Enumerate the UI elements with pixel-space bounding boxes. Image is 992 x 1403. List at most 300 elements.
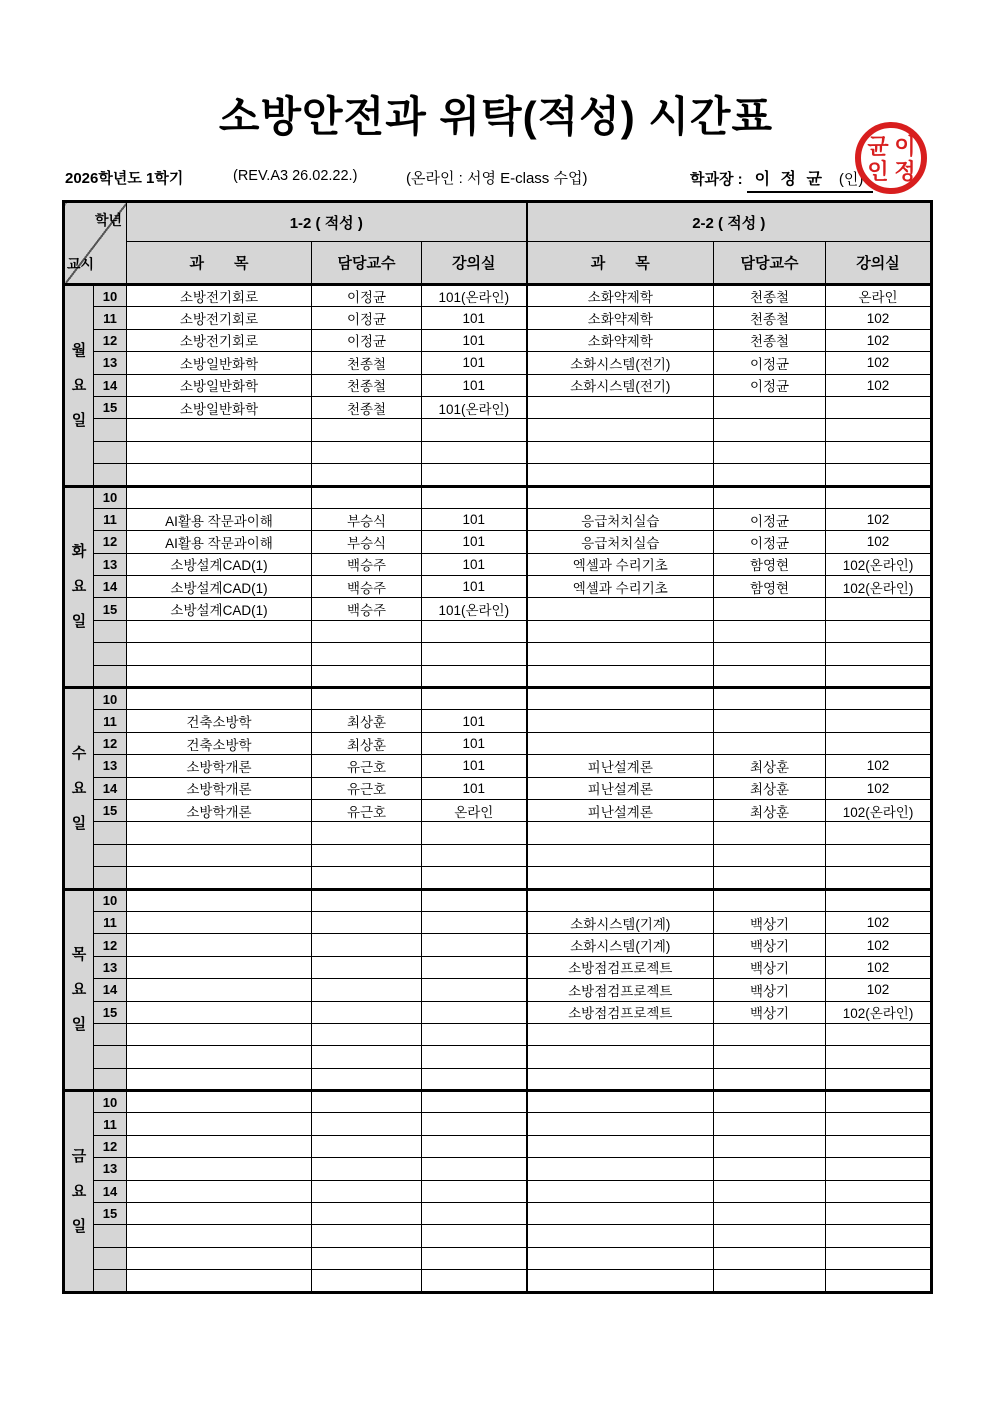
table-row: [64, 329, 932, 351]
room-cell: 101: [422, 576, 527, 598]
table-row: [64, 285, 932, 307]
room-cell: 101: [422, 374, 527, 396]
professor-cell: [714, 1158, 826, 1180]
professor-cell: [312, 1203, 422, 1225]
room-cell: [826, 844, 932, 866]
professor-cell: 최상훈: [714, 799, 826, 821]
professor-cell: [714, 598, 826, 620]
timetable-body: [64, 285, 932, 1293]
period-cell: 14: [94, 979, 127, 1001]
room-cell: [826, 1135, 932, 1157]
subject-cell: [127, 1270, 312, 1292]
subject-cell: [527, 732, 714, 754]
subject-cell: [127, 464, 312, 486]
room-cell: [422, 1113, 527, 1135]
subject-cell: [527, 486, 714, 508]
period-cell: 15: [94, 799, 127, 821]
table-row: [64, 911, 932, 933]
period-cell: [94, 1068, 127, 1090]
room-cell: [422, 464, 527, 486]
subject-cell: [127, 1091, 312, 1113]
table-row: [64, 1158, 932, 1180]
table-row: [64, 307, 932, 329]
room-cell: [826, 1247, 932, 1269]
professor-cell: [312, 1247, 422, 1269]
professor-cell: [714, 620, 826, 642]
subject-cell: [527, 1270, 714, 1292]
room-cell: [826, 1068, 932, 1090]
room-cell: 101: [422, 329, 527, 351]
subject-cell: [527, 441, 714, 463]
subject-cell: 소화시스템(전기): [527, 352, 714, 374]
subject-cell: 소방일반화학: [127, 352, 312, 374]
professor-cell: [714, 441, 826, 463]
subject-cell: 응급처치실습: [527, 531, 714, 553]
day-label-char: 금: [71, 1147, 87, 1165]
room-cell: [422, 979, 527, 1001]
table-row: [64, 710, 932, 732]
subject-cell: [127, 1135, 312, 1157]
room-cell: [826, 867, 932, 889]
period-cell: 11: [94, 911, 127, 933]
subject-cell: AI활용 작문과이해: [127, 508, 312, 530]
table-row: [64, 867, 932, 889]
subject-cell: [127, 1225, 312, 1247]
room-cell: [422, 1247, 527, 1269]
room-cell: 102: [826, 374, 932, 396]
room-cell: 101: [422, 508, 527, 530]
professor-cell: [714, 844, 826, 866]
professor-cell: 이정균: [312, 307, 422, 329]
table-row: [64, 799, 932, 821]
subject-cell: [127, 620, 312, 642]
subject-cell: [527, 844, 714, 866]
room-cell: 102(온라인): [826, 1001, 932, 1023]
professor-cell: [714, 665, 826, 687]
period-cell: 15: [94, 1203, 127, 1225]
column-header-subject-2: 과 목: [527, 242, 714, 285]
subject-cell: 소화시스템(전기): [527, 374, 714, 396]
room-cell: 101: [422, 307, 527, 329]
room-cell: [826, 486, 932, 508]
subject-cell: [527, 1023, 714, 1045]
day-label-char: 일: [71, 613, 87, 631]
period-cell: 11: [94, 1113, 127, 1135]
period-cell: 14: [94, 777, 127, 799]
professor-cell: [714, 1247, 826, 1269]
period-cell: 13: [94, 755, 127, 777]
table-row: [64, 979, 932, 1001]
period-cell: [94, 1270, 127, 1292]
room-cell: [826, 441, 932, 463]
table-row: [64, 441, 932, 463]
professor-cell: [312, 956, 422, 978]
subject-cell: [527, 1203, 714, 1225]
room-cell: 102: [826, 531, 932, 553]
subject-cell: [527, 1247, 714, 1269]
room-cell: [422, 620, 527, 642]
room-cell: 101(온라인): [422, 598, 527, 620]
room-cell: 102: [826, 755, 932, 777]
professor-cell: 최상훈: [312, 710, 422, 732]
stamp-char: 균: [867, 134, 889, 159]
subject-cell: [127, 1001, 312, 1023]
subject-cell: [127, 486, 312, 508]
room-cell: 102: [826, 979, 932, 1001]
day-label-char: 일: [71, 1016, 87, 1034]
professor-cell: [312, 867, 422, 889]
period-cell: [94, 1247, 127, 1269]
professor-cell: 천종철: [714, 285, 826, 307]
subject-cell: [527, 464, 714, 486]
subject-cell: 엑셀과 수리기초: [527, 576, 714, 598]
subject-cell: [527, 688, 714, 710]
professor-cell: 천종철: [714, 329, 826, 351]
stamp-char: 인: [867, 159, 889, 184]
room-cell: 101: [422, 531, 527, 553]
subject-cell: [127, 956, 312, 978]
period-cell: 11: [94, 508, 127, 530]
day-label-char: 요: [71, 578, 87, 596]
group-header-row: [64, 202, 932, 242]
professor-cell: [714, 643, 826, 665]
professor-cell: 이정균: [312, 285, 422, 307]
room-cell: 101: [422, 553, 527, 575]
subject-cell: 소방전기회로: [127, 285, 312, 307]
day-label: [64, 889, 94, 1091]
subject-cell: [527, 1180, 714, 1202]
table-row: [64, 1023, 932, 1045]
room-cell: [422, 911, 527, 933]
subject-cell: [127, 419, 312, 441]
subject-cell: 건축소방학: [127, 710, 312, 732]
subject-cell: [127, 911, 312, 933]
professor-cell: [714, 822, 826, 844]
room-cell: 온라인: [826, 285, 932, 307]
table-row: [64, 934, 932, 956]
professor-cell: [312, 419, 422, 441]
day-label-char: 화: [71, 543, 87, 561]
table-row: [64, 665, 932, 687]
room-cell: [422, 822, 527, 844]
group-header-1-2: 1-2 ( 적성 ): [127, 202, 527, 242]
professor-cell: [714, 889, 826, 911]
room-cell: [422, 688, 527, 710]
professor-cell: [312, 441, 422, 463]
professor-cell: [714, 1091, 826, 1113]
room-cell: [422, 1225, 527, 1247]
period-cell: [94, 419, 127, 441]
period-cell: [94, 844, 127, 866]
table-row: [64, 1225, 932, 1247]
professor-cell: 부승식: [312, 508, 422, 530]
period-cell: 14: [94, 374, 127, 396]
room-cell: 102(온라인): [826, 553, 932, 575]
professor-cell: [312, 1158, 422, 1180]
table-row: [64, 352, 932, 374]
table-row: [64, 777, 932, 799]
room-cell: [826, 822, 932, 844]
subject-cell: 소방설계CAD(1): [127, 598, 312, 620]
subject-cell: [527, 665, 714, 687]
professor-cell: 백상기: [714, 979, 826, 1001]
room-cell: [422, 1180, 527, 1202]
professor-cell: [714, 867, 826, 889]
professor-cell: 유근호: [312, 755, 422, 777]
professor-cell: 이정균: [714, 508, 826, 530]
day-label-char: 수: [71, 744, 87, 762]
stamp-char: 정: [894, 159, 916, 184]
stamp-char: 이: [894, 134, 916, 159]
room-cell: 102: [826, 329, 932, 351]
room-cell: 102(온라인): [826, 799, 932, 821]
period-cell: [94, 643, 127, 665]
subject-cell: [527, 889, 714, 911]
table-row: [64, 1247, 932, 1269]
room-cell: [422, 844, 527, 866]
subject-cell: [127, 979, 312, 1001]
subject-cell: [127, 1023, 312, 1045]
professor-cell: [714, 732, 826, 754]
professor-cell: [714, 1270, 826, 1292]
room-cell: [826, 732, 932, 754]
department-head-stamp-icon: [852, 119, 930, 197]
table-row: [64, 889, 932, 911]
professor-cell: [714, 1068, 826, 1090]
professor-cell: 최상훈: [714, 755, 826, 777]
professor-cell: [312, 1180, 422, 1202]
subject-cell: [527, 1046, 714, 1068]
revision-label: (REV.A3 26.02.22.): [233, 168, 358, 184]
room-cell: [422, 956, 527, 978]
professor-cell: 이정균: [714, 531, 826, 553]
professor-cell: 천종철: [312, 396, 422, 418]
subject-cell: 엑셀과 수리기초: [527, 553, 714, 575]
timetable: [62, 200, 933, 1294]
period-cell: 15: [94, 396, 127, 418]
professor-cell: [714, 464, 826, 486]
period-cell: 14: [94, 1180, 127, 1202]
professor-cell: 천종철: [714, 307, 826, 329]
table-row: [64, 1135, 932, 1157]
day-label-char: 일: [71, 1217, 87, 1235]
subject-cell: 소방설계CAD(1): [127, 576, 312, 598]
professor-cell: [714, 1225, 826, 1247]
professor-cell: [312, 1270, 422, 1292]
room-cell: 101: [422, 777, 527, 799]
professor-cell: 함영현: [714, 553, 826, 575]
period-cell: [94, 822, 127, 844]
room-cell: [422, 1203, 527, 1225]
subject-cell: [527, 1068, 714, 1090]
page-title: 소방안전과 위탁(적성) 시간표: [218, 93, 774, 140]
professor-cell: [714, 688, 826, 710]
subject-cell: 소화약제학: [527, 307, 714, 329]
subject-cell: 소방점검프로젝트: [527, 979, 714, 1001]
professor-cell: 백상기: [714, 1001, 826, 1023]
professor-cell: [714, 419, 826, 441]
subject-cell: [127, 1046, 312, 1068]
period-cell: [94, 1023, 127, 1045]
subject-cell: 소방일반화학: [127, 374, 312, 396]
period-cell: 13: [94, 553, 127, 575]
room-cell: [826, 643, 932, 665]
subject-cell: [127, 1203, 312, 1225]
room-cell: [826, 1180, 932, 1202]
room-cell: 102: [826, 352, 932, 374]
room-cell: 102: [826, 508, 932, 530]
day-label-char: 요: [71, 779, 87, 797]
room-cell: 101(온라인): [422, 396, 527, 418]
corner-grade-label: 학년: [94, 212, 122, 228]
period-cell: [94, 665, 127, 687]
room-cell: [422, 934, 527, 956]
period-cell: 12: [94, 531, 127, 553]
room-cell: [422, 1135, 527, 1157]
day-label-char: 일: [71, 411, 87, 429]
period-cell: 13: [94, 956, 127, 978]
professor-cell: [312, 486, 422, 508]
period-cell: 15: [94, 598, 127, 620]
professor-cell: [312, 1001, 422, 1023]
period-cell: [94, 620, 127, 642]
professor-cell: [714, 1180, 826, 1202]
subject-cell: [127, 889, 312, 911]
column-header-subject-1: 과 목: [127, 242, 312, 285]
corner-period-label: 교시: [67, 256, 95, 272]
subject-cell: 응급처치실습: [527, 508, 714, 530]
table-row: [64, 374, 932, 396]
room-cell: 102: [826, 956, 932, 978]
professor-cell: 이정균: [714, 352, 826, 374]
table-row: [64, 531, 932, 553]
table-row: [64, 643, 932, 665]
table-row: [64, 1270, 932, 1292]
table-row: [64, 419, 932, 441]
professor-cell: 부승식: [312, 531, 422, 553]
period-cell: [94, 1046, 127, 1068]
professor-cell: [312, 822, 422, 844]
subject-cell: 소화약제학: [527, 329, 714, 351]
day-label-char: 요: [71, 1182, 87, 1200]
professor-cell: 천종철: [312, 374, 422, 396]
professor-cell: 유근호: [312, 777, 422, 799]
professor-cell: 백승주: [312, 576, 422, 598]
subject-cell: 소화시스템(기계): [527, 911, 714, 933]
room-cell: [422, 1023, 527, 1045]
table-row: [64, 620, 932, 642]
day-label-char: 목: [71, 946, 87, 964]
period-cell: 12: [94, 732, 127, 754]
period-cell: [94, 441, 127, 463]
subject-cell: [527, 710, 714, 732]
room-cell: [422, 1001, 527, 1023]
table-row: [64, 486, 932, 508]
professor-cell: [714, 1203, 826, 1225]
room-cell: 102: [826, 307, 932, 329]
professor-cell: [312, 1091, 422, 1113]
column-header-room-1: 강의실: [422, 242, 527, 285]
professor-cell: [714, 710, 826, 732]
subject-cell: [127, 643, 312, 665]
corner-cell: [64, 202, 127, 285]
room-cell: [826, 1046, 932, 1068]
period-cell: 10: [94, 688, 127, 710]
subject-cell: [127, 1180, 312, 1202]
subject-cell: AI활용 작문과이해: [127, 531, 312, 553]
subject-cell: [527, 419, 714, 441]
subject-cell: [527, 822, 714, 844]
professor-cell: 백상기: [714, 956, 826, 978]
room-cell: [826, 688, 932, 710]
professor-cell: [312, 934, 422, 956]
column-header-professor-2: 담당교수: [714, 242, 826, 285]
table-row: [64, 732, 932, 754]
semester-label: 2026학년도 1학기: [65, 170, 184, 187]
column-header-row: [64, 242, 932, 285]
professor-cell: [312, 464, 422, 486]
room-cell: 102: [826, 777, 932, 799]
subject-cell: 피난설계론: [527, 755, 714, 777]
room-cell: 101: [422, 732, 527, 754]
period-cell: 10: [94, 1091, 127, 1113]
professor-cell: 백상기: [714, 911, 826, 933]
subject-cell: 소방점검프로젝트: [527, 956, 714, 978]
subject-cell: 소방학개론: [127, 755, 312, 777]
table-row: [64, 1113, 932, 1135]
day-label-char: 월: [71, 341, 87, 359]
table-row: [64, 1068, 932, 1090]
table-row: [64, 396, 932, 418]
table-row: [64, 755, 932, 777]
department-head-label: 학과장 :: [690, 171, 743, 188]
column-header-professor-1: 담당교수: [312, 242, 422, 285]
subject-cell: 소화시스템(기계): [527, 934, 714, 956]
room-cell: 102: [826, 934, 932, 956]
professor-cell: [714, 1113, 826, 1135]
professor-cell: [312, 1113, 422, 1135]
professor-cell: [714, 396, 826, 418]
period-cell: 10: [94, 486, 127, 508]
subject-cell: 소방전기회로: [127, 307, 312, 329]
subject-cell: [127, 665, 312, 687]
table-row: [64, 844, 932, 866]
period-cell: 10: [94, 285, 127, 307]
subject-cell: 소방일반화학: [127, 396, 312, 418]
room-cell: [422, 643, 527, 665]
professor-cell: [312, 911, 422, 933]
subject-cell: [127, 1068, 312, 1090]
professor-cell: 백승주: [312, 553, 422, 575]
period-cell: 12: [94, 1135, 127, 1157]
table-row: [64, 508, 932, 530]
professor-cell: [312, 1068, 422, 1090]
professor-cell: 최상훈: [312, 732, 422, 754]
table-row: [64, 553, 932, 575]
table-row: [64, 1203, 932, 1225]
table-row: [64, 822, 932, 844]
room-cell: [422, 1158, 527, 1180]
period-cell: 15: [94, 1001, 127, 1023]
table-row: [64, 598, 932, 620]
room-cell: [826, 665, 932, 687]
subject-cell: [527, 620, 714, 642]
table-row: [64, 956, 932, 978]
room-cell: [826, 396, 932, 418]
professor-cell: 이정균: [714, 374, 826, 396]
professor-cell: 이정균: [312, 329, 422, 351]
room-cell: 101: [422, 755, 527, 777]
